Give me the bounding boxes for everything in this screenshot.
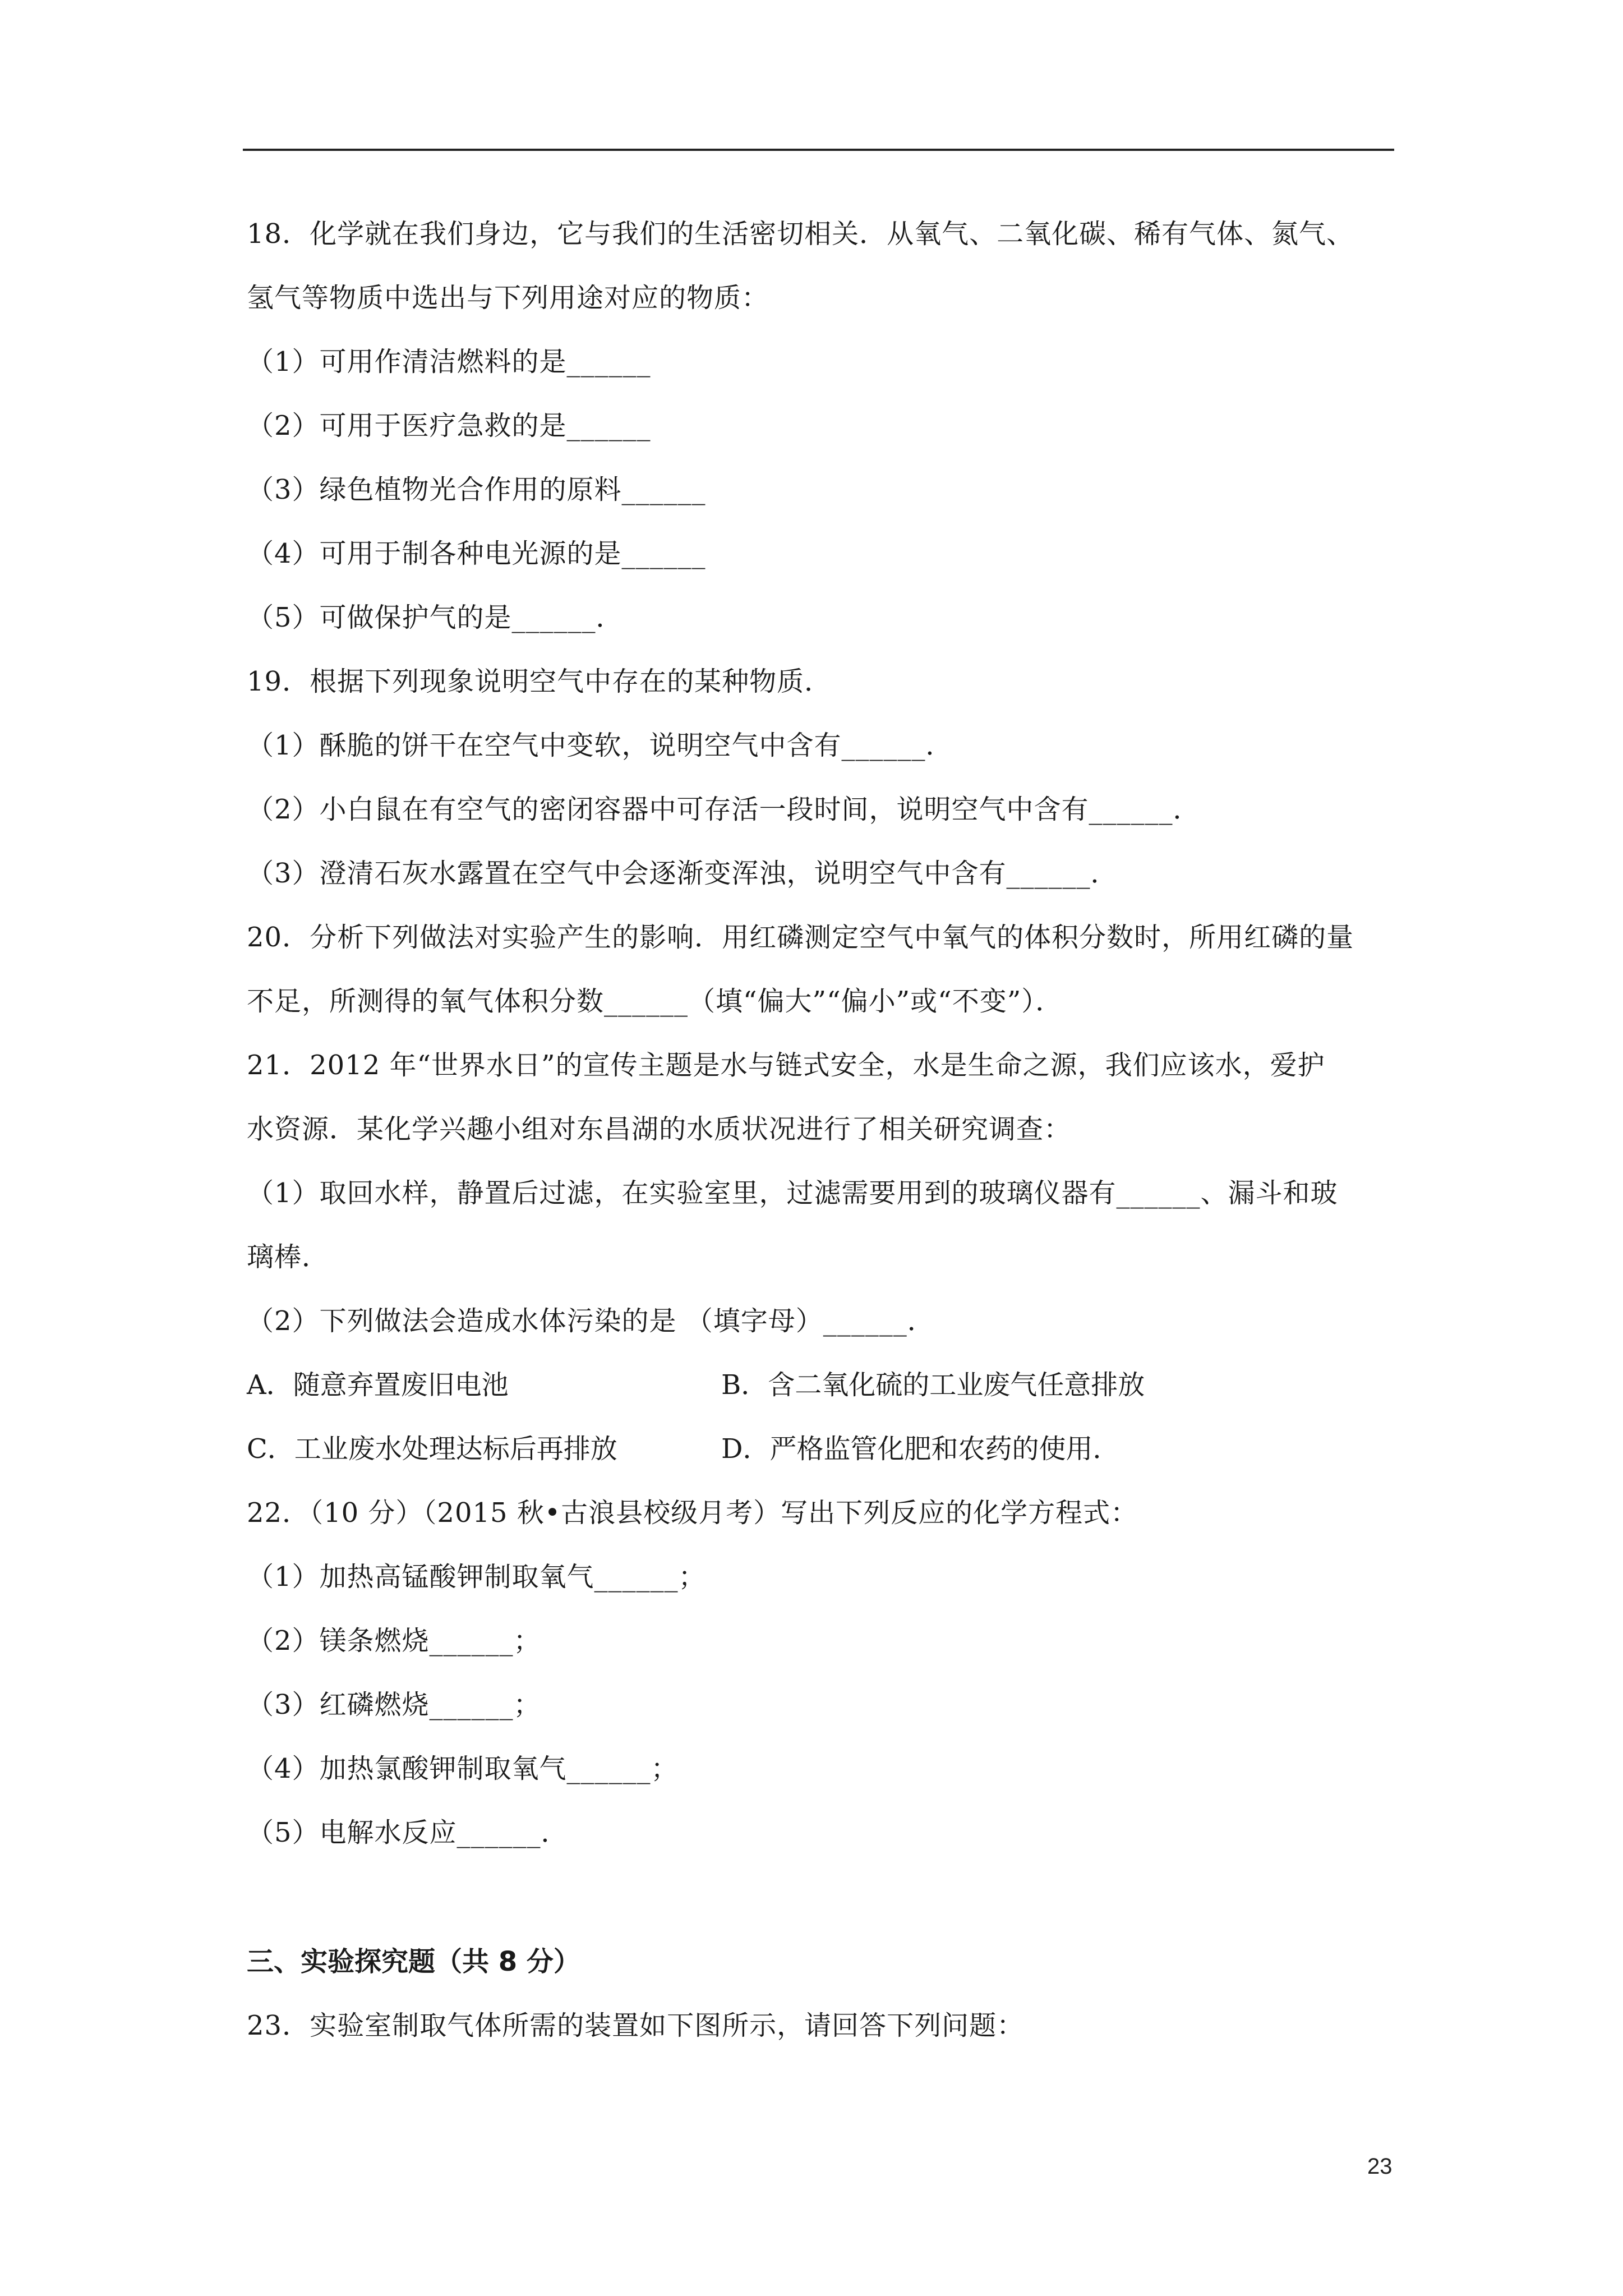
q22-item-1: （1）加热高锰酸钾制取氧气______； [247,1561,706,1593]
header-rule [243,149,1394,151]
q20-line1: 20．分析下列做法对实验产生的影响．用红磷测定空气中氧气的体积分数时，所用红磷的量 [247,922,1354,953]
q22-item-3: （3）红磷燃烧______； [247,1689,541,1720]
q21-option-a: A．随意弃置废旧电池 [247,1369,509,1401]
q21-options-row-1 [247,1353,1396,1417]
q18-item-1: （1）可用作清洁燃料的是______ [247,346,651,378]
q21-option-c: C．工业废水处理达标后再排放 [247,1433,617,1465]
q21-line2: 水资源．某化学兴趣小组对东昌湖的水质状况进行了相关研究调查： [247,1114,1072,1145]
q18-stem-line1: 18．化学就在我们身边，它与我们的生活密切相关．从氧气、二氧化碳、稀有气体、氮气、 [247,218,1354,250]
section-gap [247,1865,1396,1930]
q18-item-4: （4）可用于制各种电光源的是______ [247,538,706,569]
q19-item-1: （1）酥脆的饼干在空气中变软，说明空气中含有______． [247,730,953,761]
q21-options-row-2 [247,1417,1396,1481]
q23-stem: 23．实验室制取气体所需的装置如下图所示，请回答下列问题： [247,2010,1025,2041]
section-3-title: 三、实验探究题（共 8 分） [247,1946,580,1977]
q20-line2: 不足，所测得的氧气体积分数______（填“偏大”“偏小”或“不变”）． [247,986,1063,1017]
q21-option-b: B．含二氧化硫的工业废气任意排放 [721,1369,1145,1401]
q22-item-4: （4）加热氯酸钾制取氧气______； [247,1753,679,1784]
q18-item-5: （5）可做保护气的是______． [247,602,624,633]
q18-stem-line2: 氢气等物质中选出与下列用途对应的物质： [247,282,769,314]
q22-item-5: （5）电解水反应______． [247,1817,569,1848]
q19-item-3: （3）澄清石灰水露置在空气中会逐渐变浑浊，说明空气中含有______． [247,858,1118,889]
page-number: 23 [1367,2154,1393,2179]
q19-stem: 19．根据下列现象说明空气中存在的某种物质． [247,666,832,697]
q21-item1-line2: 璃棒． [247,1241,330,1273]
q18-item-2: （2）可用于医疗急救的是______ [247,410,651,441]
q22-item-2: （2）镁条燃烧______； [247,1625,541,1657]
q22-stem: 22．（10 分）（2015 秋•古浪县校级月考）写出下列反应的化学方程式： [247,1497,1138,1529]
q21-item1-line1: （1）取回水样，静置后过滤，在实验室里，过滤需要用到的玻璃仪器有______、漏斗和玻 [247,1177,1338,1209]
q21-option-d: D．严格监管化肥和农药的使用． [721,1433,1120,1465]
page-content [247,202,1396,2058]
q21-line1: 21．2012 年“世界水日”的宣传主题是水与链式安全，水是生命之源，我们应该水，爱护 [247,1050,1325,1081]
q19-item-2: （2）小白鼠在有空气的密闭容器中可存活一段时间，说明空气中含有______． [247,794,1201,825]
q18-item-3: （3）绿色植物光合作用的原料______ [247,474,706,505]
q21-item2: （2）下列做法会造成水体污染的是 （填字母）______． [247,1305,935,1337]
